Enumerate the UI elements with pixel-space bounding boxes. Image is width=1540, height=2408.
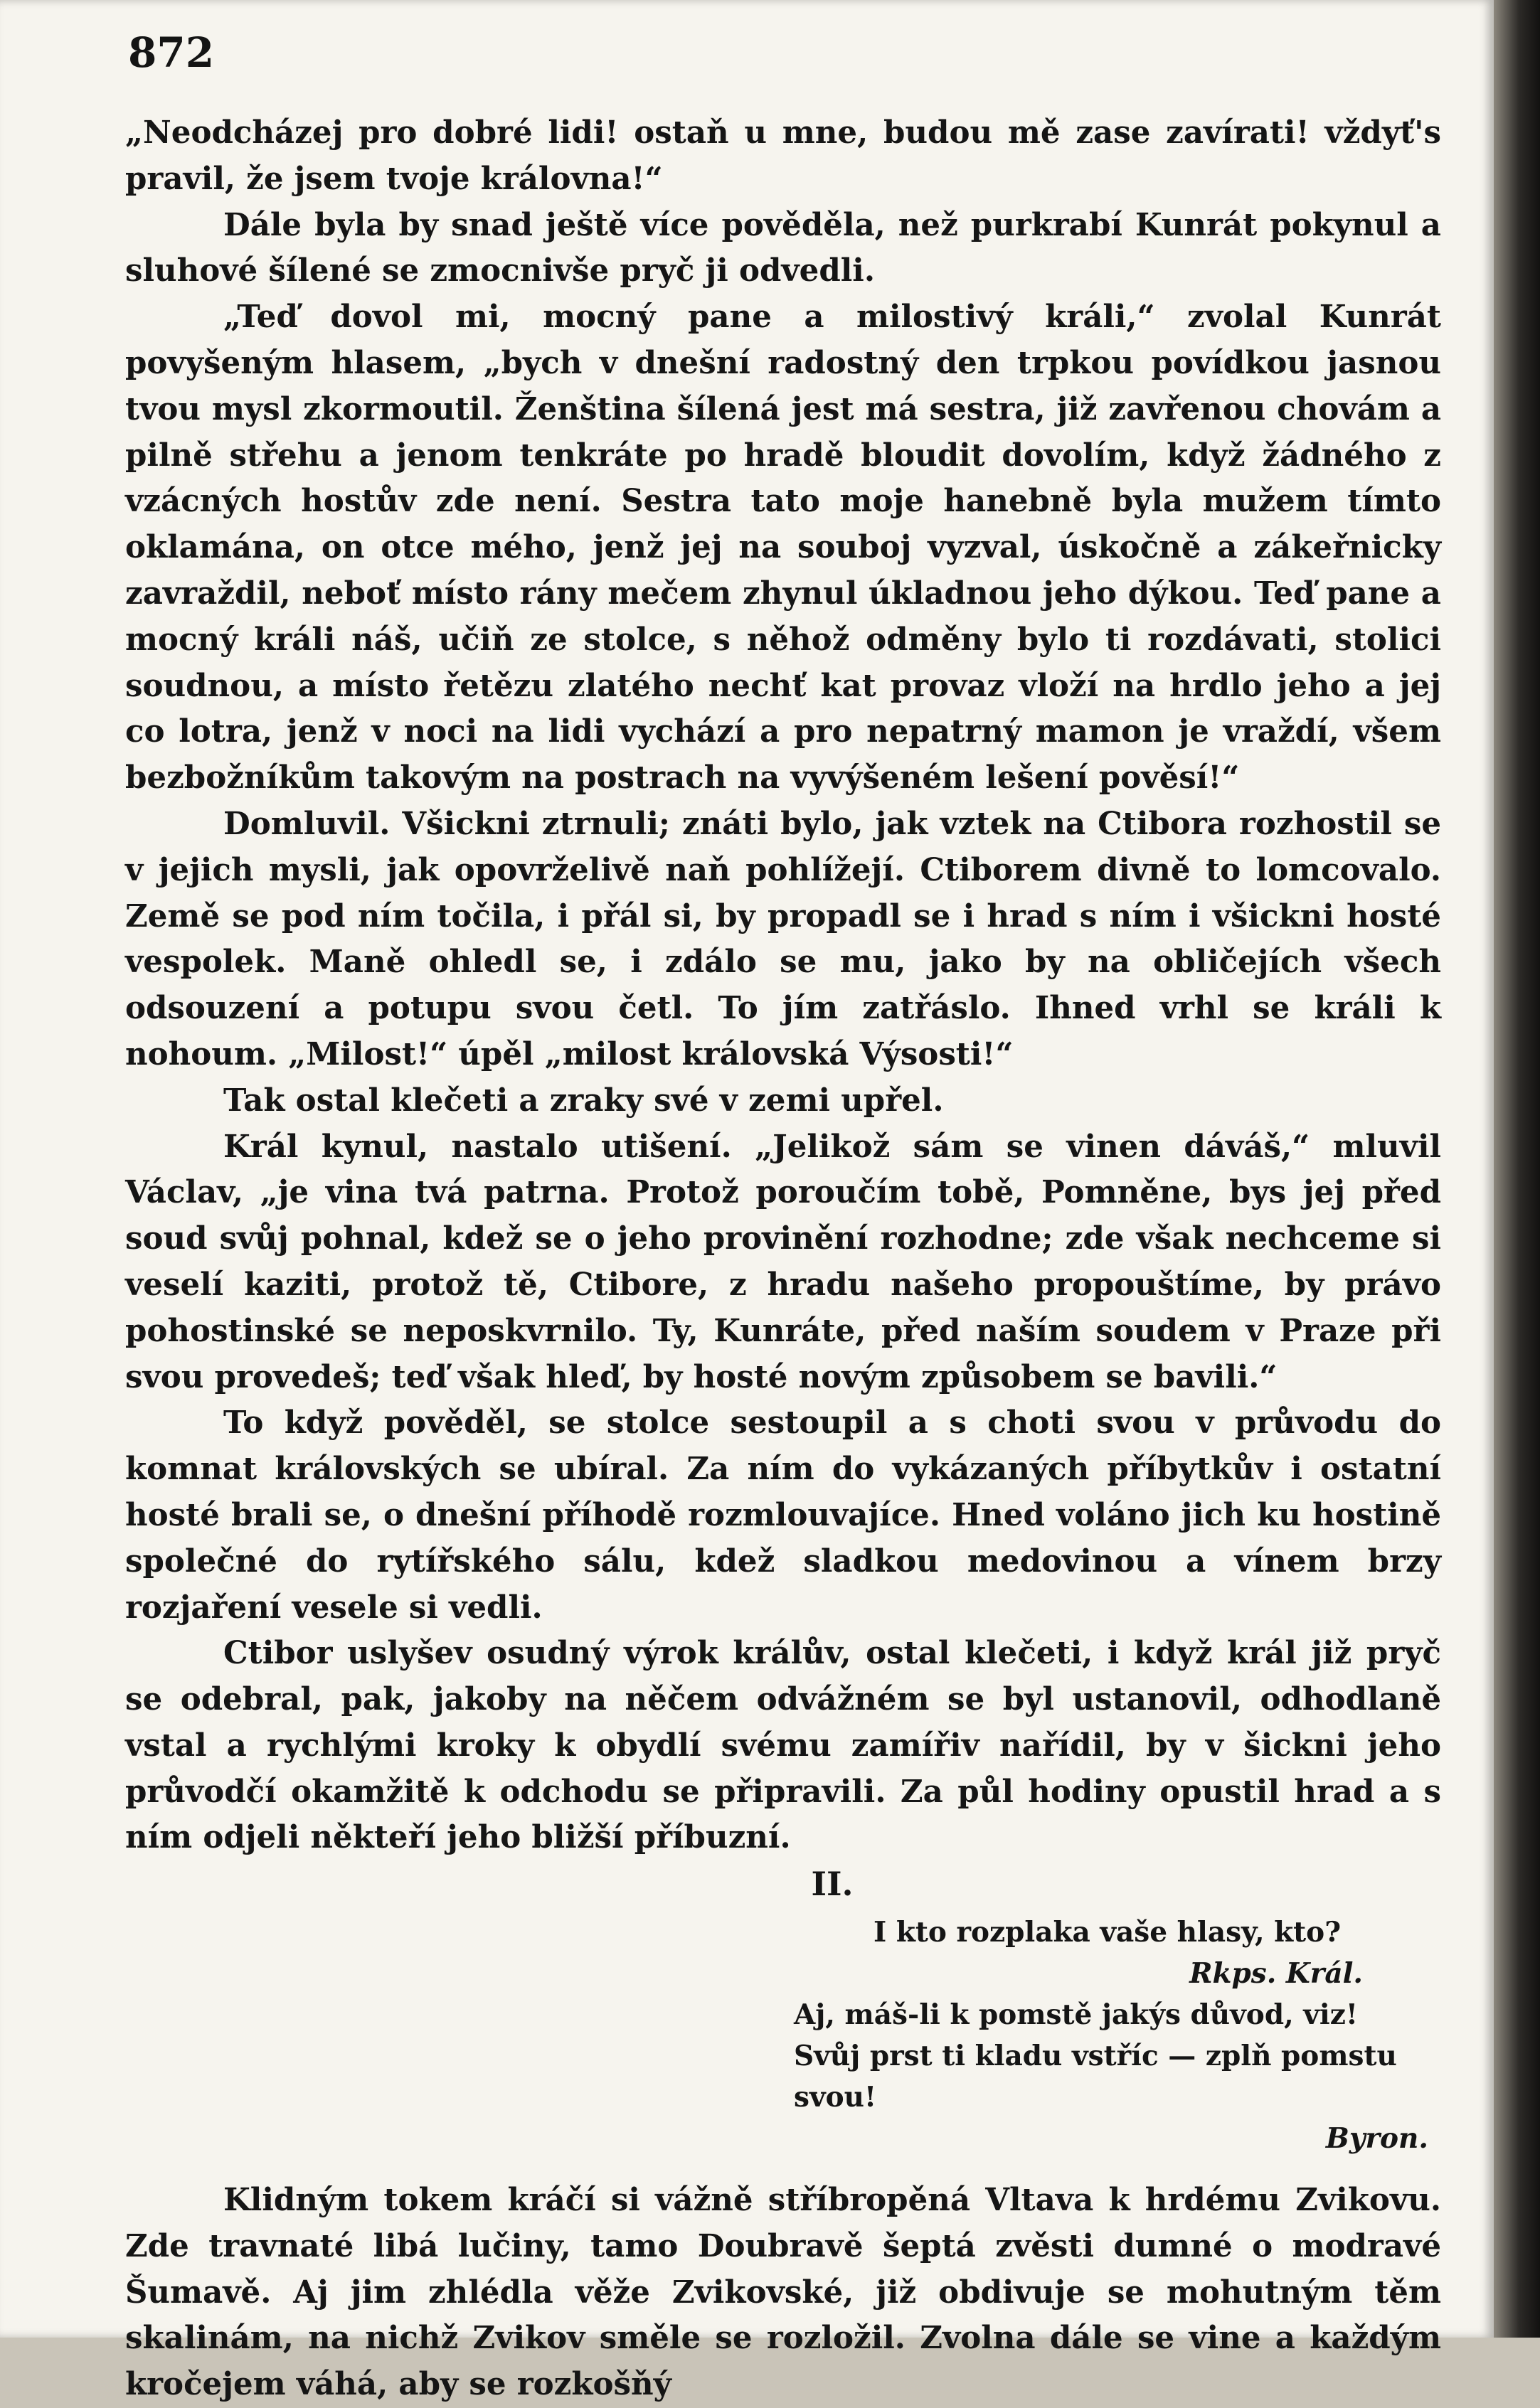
epigraph-source-1: Rkps. Král.	[1189, 1957, 1363, 1991]
paragraph-4: Domluvil. Všickni ztrnuli; znáti bylo, jak vztek na Ctibora rozhostil se v jejich mysli, jak opovrželivě naň pohlížejí. Ctiborem divně to lomcovalo. Země se pod ním točila, i přál si, by propadl se i hrad s ním i všickni hosté vespolek. Maně ohledl se, i zdálo se mu, jako by na obličejích všech odsouzení a potupu svou četl. To jím zatřáslo. Ihned vrhl se králi k nohoum. „Milost!“ úpěl „milost královská Výsosti!“	[125, 805, 1441, 1072]
paragraph-final: Klidným tokem kráčí si vážně stříbropěná Vltava k hrdému Zvikovu. Zde travnaté libá lučiny, tamo Doubravě šeptá zvěsti dumné o modravé Šumavě. Aj jim zhlédla věže Zvikovské, již obdivuje se mohutným těm skalinám, na nichž Zvikov směle se rozložil. Zvolna dále se vine a každým kročejem váhá, aby se rozkošňý	[125, 2182, 1441, 2403]
epigraph-line-3: Svůj prst ti kladu vstříc — zplň pomstu svou!	[794, 2040, 1397, 2114]
epigraph-source-2: Byron.	[1325, 2122, 1428, 2156]
section-heading: II.	[811, 1865, 854, 1904]
epigraph-line-2: Aj, máš-li k pomstě jakýs důvod, viz!	[794, 1998, 1358, 2032]
page-number: 872	[128, 28, 215, 77]
page-edge-shadow	[1494, 0, 1540, 2338]
text-body	[125, 110, 1441, 2408]
paragraph-5: Tak ostal klečeti a zraky své v zemi upřel.	[223, 1082, 944, 1119]
paragraph-2: Dále byla by snad ještě více pověděla, než purkrabí Kunrát pokynul a sluhové šílené se zmocnivše pryč ji odvedli.	[125, 206, 1441, 289]
paragraph-7: To když pověděl, se stolce sestoupil a s choti svou v průvodu do komnat královských se ubíral. Za ním do vykázaných příbytkův i ostatní hosté brali se, o dnešní příhodě rozmlouvajíce. Hned voláno jich ku hostině společné do rytířského sálu, kdež sladkou medovinou a vínem brzy rozjaření vesele si vedli.	[125, 1405, 1441, 1626]
paragraph-3: „Teď dovol mi, mocný pane a milostivý králi,“ zvolal Kunrát povyšeným hlasem, „bych v dnešní radostný den trpkou povídkou jasnou tvou mysl zkormoutil. Ženština šílená jest má sestra, již zavřenou chovám a pilně střehu a jenom tenkráte po hradě bloudit dovolím, když žádného z vzácných hostův zde není. Sestra tato moje hanebně byla mužem tímto oklamána, on otce mého, jenž jej na souboj vyzval, úskočně a zákeřnicky zavraždil, neboť místo rány mečem zhynul úkladnou jeho dýkou. Teď pane a mocný králi náš, učiň ze stolce, s něhož odměny bylo ti rozdávati, stolici soudnou, a místo řetězu zlatého nechť kat provaz vloží na hrdlo jeho a jej co lotra, jenž v noci na lidi vychází a pro nepatrný mamon je vraždí, všem bezbožníkům takovým na postrach na vyvýšeném lešení pověsí!“	[125, 299, 1441, 797]
paragraph-8: Ctibor uslyšev osudný výrok králův, ostal klečeti, i když král již pryč se odebral, pak, jakoby na něčem odvážném se byl ustanovil, odhodlaně vstal a rychlými kroky k obydlí svému zamířiv nařídil, by v šickni jeho průvodčí okamžitě k odchodu se připravili. Za půl hodiny opustil hrad a s ním odjeli někteří jeho bližší příbuzní.	[125, 1635, 1441, 1856]
paragraph-1: „Neodcházej pro dobré lidi! ostaň u mne, budou mě zase zavírati! vždyť's pravil, že jsem tvoje královna!“	[125, 114, 1441, 197]
paragraph-6: Král kynul, nastalo utišení. „Jelikož sám se vinen dáváš,“ mluvil Václav, „je vina tvá patrna. Protož poroučím tobě, Pomněne, bys jej před soud svůj pohnal, kdež se o jeho provinění rozhodne; zde však nechceme si veselí kaziti, protož tě, Ctibore, z hradu našeho propouštíme, by právo pohostinské se neposkvrnilo. Ty, Kunráte, před naším soudem v Praze při svou provedeš; teď však hleď, by hosté novým způsobem se bavili.“	[125, 1128, 1441, 1395]
epigraph-line-1: I kto rozplaka vaše hlasy, kto?	[873, 1916, 1342, 1949]
epigraph	[794, 1912, 1441, 2159]
